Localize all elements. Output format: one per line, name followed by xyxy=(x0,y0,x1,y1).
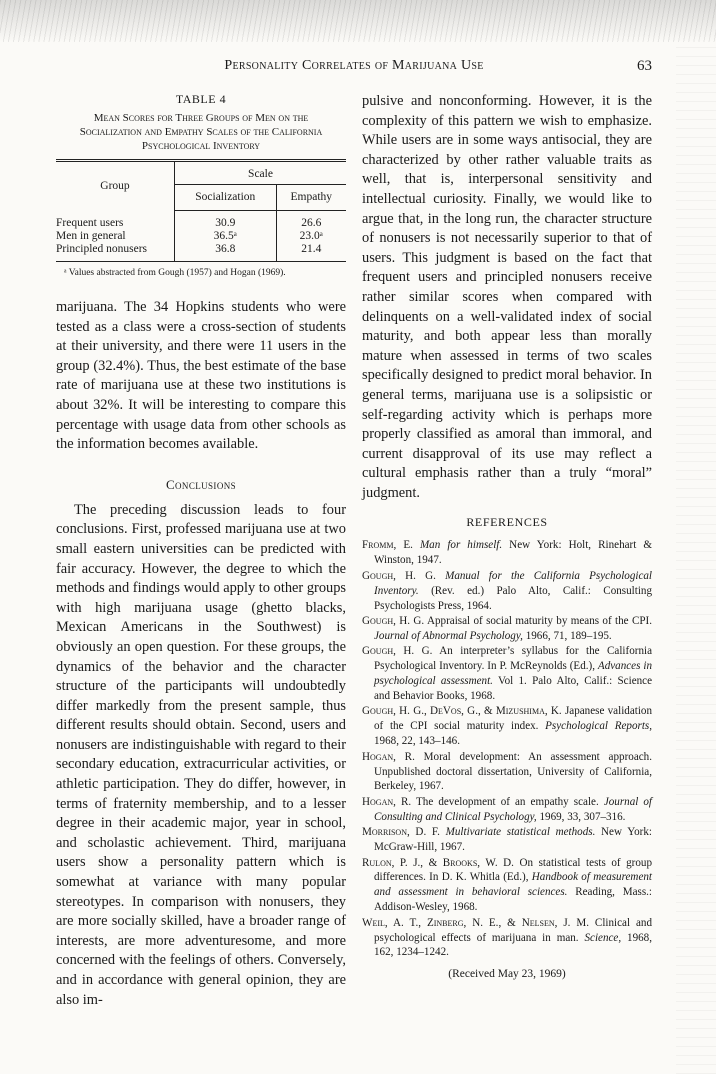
reference-author: Gough, H. G. xyxy=(362,615,425,627)
row-group: Men in general xyxy=(56,230,126,242)
reference-item xyxy=(362,704,652,749)
reference-title: Man for himself. xyxy=(419,539,503,552)
reference-list xyxy=(362,538,652,960)
reference-details: 1968, 162, 1234–1242. xyxy=(374,931,653,959)
reference-item xyxy=(362,750,652,795)
reference-details: New York: McGraw-Hill, 1967. xyxy=(374,826,652,854)
table-row xyxy=(56,243,346,262)
empathy-value: 21.4 xyxy=(276,243,346,262)
reference-title: Science, xyxy=(584,931,622,944)
reference-item xyxy=(362,856,652,916)
reference-item xyxy=(362,569,652,614)
reference-item xyxy=(362,644,652,704)
socialization-value: 36.5ᵃ xyxy=(175,230,277,243)
table-row xyxy=(56,211,346,231)
left-column xyxy=(56,92,346,1010)
empathy-value: 23.0ᵃ xyxy=(276,230,346,243)
reference-text: An interpreter’s syllabus for the California Psychological Inventory. In P. McReynolds (Ed.), xyxy=(374,645,652,673)
reference-text: Moral development: An assessment approach. Unpublished doctoral dissertation, University of California, Berkeley, 1967. xyxy=(374,750,652,793)
reference-author: Rulon, P. J., & Brooks, W. D. xyxy=(362,856,514,869)
reference-details: 1966, 71, 189–195. xyxy=(522,629,612,642)
scan-artifact-right xyxy=(676,40,716,1074)
table-row xyxy=(56,230,346,243)
reference-author: Gough, H. G. xyxy=(362,645,433,658)
reference-item xyxy=(362,916,652,961)
reference-title: Multivariate statistical methods. xyxy=(445,826,596,839)
reference-text: On statistical tests of group differences. In D. K. Whitla (Ed.), xyxy=(374,856,652,884)
references-heading: REFERENCES xyxy=(466,515,548,530)
group-header: Group xyxy=(56,161,175,211)
reference-item xyxy=(362,795,652,825)
reference-author: Weil, A. T., Zinberg, N. E., & Nelsen, J. M. xyxy=(362,916,589,929)
reference-text: The development of an empathy scale. xyxy=(416,795,604,808)
page-header xyxy=(56,58,652,76)
reference-text: Appraisal of social maturity by means of the CPI. xyxy=(426,615,652,627)
reference-details: Vol 1. Palo Alto, Calif.: Science and Behavior Books, 1968. xyxy=(374,675,653,703)
reference-details: 1968, 22, 143–146. xyxy=(374,735,460,748)
scale-header: Scale xyxy=(175,161,347,185)
received-date: (Received May 23, 1969) xyxy=(448,968,566,981)
table-caption: Mean Scores for Three Groups of Men on the Socialization and Empathy Scales of the California Psychological Inventory xyxy=(79,112,323,152)
col-header-socialization: Socialization xyxy=(175,185,277,211)
reference-author: Gough, H. G. xyxy=(362,569,436,582)
section-heading: Conclusions xyxy=(165,476,237,492)
reference-title: Psychological Reports, xyxy=(545,720,652,733)
table-footnote: ᵃ Values abstracted from Gough (1957) and Hogan (1969). xyxy=(64,268,286,278)
reference-item xyxy=(362,825,652,855)
reference-item xyxy=(362,614,652,644)
reference-title: Journal of Consulting and Clinical Psychology, xyxy=(374,795,653,823)
scores-table xyxy=(56,159,346,262)
page-number: 63 xyxy=(637,58,652,74)
reference-author: Hogan, R. xyxy=(362,795,412,808)
reference-details: New York: Holt, Rinehart & Winston, 1947. xyxy=(374,539,653,567)
empathy-value: 26.6 xyxy=(276,211,346,231)
reference-title: Handbook of measurement and assessment in behavioral sciences. xyxy=(374,871,652,899)
reference-item xyxy=(362,538,652,568)
reference-details: Reading, Mass.: Addison-Wesley, 1968. xyxy=(374,886,652,914)
body-paragraph: pulsive and nonconforming. However, it is the complexity of this pattern we wish to emphasize. While users are in some ways antisocial, they are characterized by other rather valuable traits as well, that is, interpersonal sensitivity and intellectual curiosity. Finally, we would like to argue that, in the long run, the character structure of nonusers is not necessarily superior to that of users. This judgment is based on the fact that frequent users and principled nonusers receive rather similar scores when compared with delinquents on a well-validated index of social maturity, and both appear less than morally mature when assessed in terms of two scales specifically designed to predict moral behavior. In general terms, marijuana use is a solipsistic or self-regarding activity which is perhaps more properly classified as amoral than immoral, and current disapproval of its use may reflect a cultural emphasis rather than a truly “moral” judgment. xyxy=(362,93,652,501)
col-header-empathy: Empathy xyxy=(276,185,346,211)
body-paragraph: The preceding discussion leads to four conclusions. First, professed marijuana use at two small eastern universities can be predicted with fair accuracy. However, the degree to which the methods and findings would apply to other groups with high marijuana usage (ghetto blacks, Mexican Americans in the Southwest) is obviously an open question. For these groups, the dynamics of the behavior and the character structure of the participants will undoubtedly differ markedly from the present sample, thus different results should obtain. Second, users and nonusers are indistinguishable with regard to their secondary education, extracurricular activities, or athletic participation. They do differ, however, in terms of fraternity membership, and to a lesser degree in their academic major, year in school, and scholastic achievement. Third, marijuana users show a personality pattern which is somewhat at variance with many popular stereotypes. In comparison with nonusers, they are more socially skilled, have a broader range of interests, are more adventuresome, and more concerned with the feelings of others. Conversely, and in accordance with general opinion, they are also im- xyxy=(56,501,346,1008)
running-head: Personality Correlates of Marijuana Use xyxy=(224,58,484,73)
right-column xyxy=(362,92,652,980)
reference-text: Japanese validation of the CPI social maturity index. xyxy=(374,705,653,733)
reference-title: Manual for the California Psychological Inventory. xyxy=(374,569,653,597)
row-group: Frequent users xyxy=(56,216,124,229)
reference-details: 1969, 33, 307–316. xyxy=(536,810,626,823)
reference-author: Morrison, D. F. xyxy=(362,826,440,839)
reference-author: Gough, H. G., DeVos, G., & Mizushima, K. xyxy=(362,705,562,718)
reference-title: Journal of Abnormal Psychology, xyxy=(374,629,523,642)
reference-text: Clinical and psychological effects of marijuana in man. xyxy=(374,916,652,944)
reference-title: Advances in psychological assessment. xyxy=(374,660,652,688)
reference-author: Fromm, E. xyxy=(362,539,413,552)
reference-details: (Rev. ed.) Palo Alto, Calif.: Consulting Psychologists Press, 1964. xyxy=(374,584,652,612)
socialization-value: 36.8 xyxy=(175,243,277,262)
body-paragraph: marijuana. The 34 Hopkins students who were tested as a class were a cross-section of students at their university, and there were 11 users in the group (32.4%). Thus, the best estimate of the base rate of marijuana use at these two institutions is about 32%. It will be interesting to compare this percentage with usage data from other schools as the information becomes available. xyxy=(56,299,346,453)
scan-artifact-top xyxy=(0,0,716,42)
socialization-value: 30.9 xyxy=(175,211,277,231)
reference-author: Hogan, R. xyxy=(362,750,415,763)
table-number: TABLE 4 xyxy=(175,92,227,106)
row-group: Principled nonusers xyxy=(56,243,175,262)
